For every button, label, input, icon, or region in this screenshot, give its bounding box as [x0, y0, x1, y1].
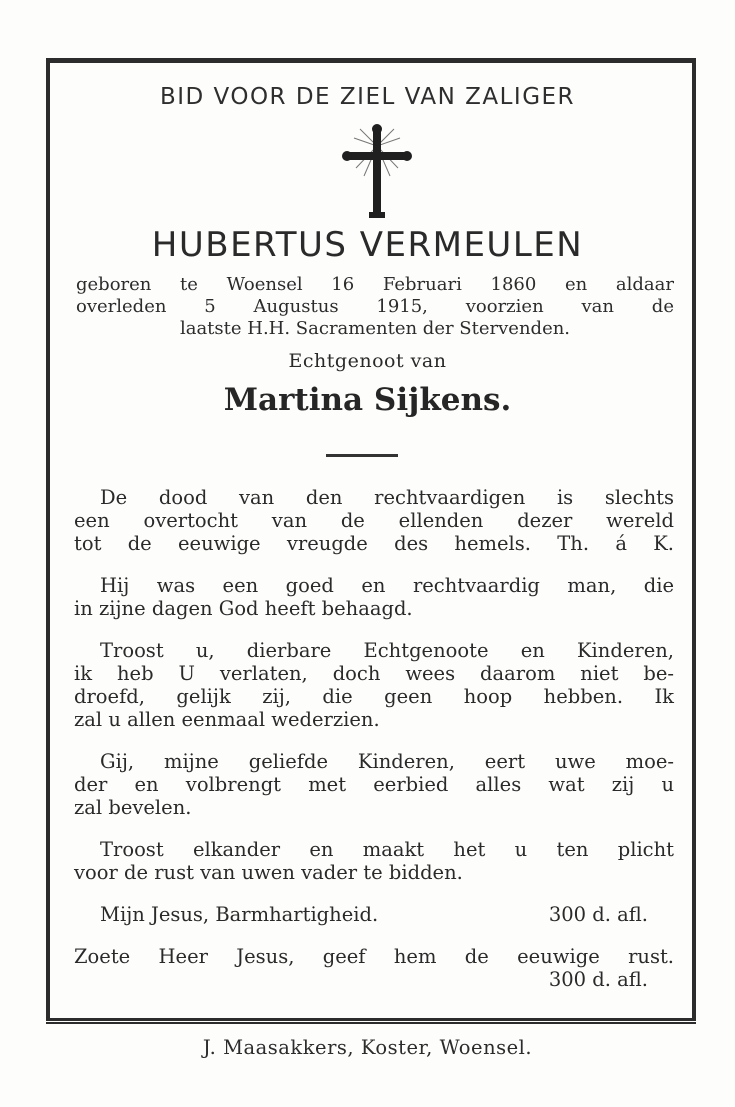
text-line: Hij was een goed en rechtvaardig man, die	[100, 574, 674, 597]
text-line: tot de eeuwige vreugde des hemels. Th. á K.	[74, 532, 674, 555]
text-line: in zijne dagen God heeft behaagd.	[74, 597, 413, 620]
body-text	[74, 486, 674, 1010]
text-line: der en volbrengt met eerbied alles wat zij u	[74, 773, 674, 796]
paragraph-5	[74, 838, 674, 884]
text-line: De dood van den rechtvaardigen is slechts	[100, 486, 674, 509]
paragraph-4	[74, 750, 674, 819]
prayer-text: Mijn Jesus, Barmhartigheid.	[100, 903, 379, 926]
sacraments-line: laatste H.H. Sacramenten der Stervenden.	[179, 318, 571, 339]
prayer-2	[74, 945, 674, 991]
paragraph-2	[74, 574, 674, 620]
prayer-text: Zoete Heer Jesus, geef hem de eeuwige rust.	[74, 945, 674, 968]
card-heading: BID VOOR DE ZIEL VAN ZALIGER	[159, 84, 576, 110]
divider-rule	[326, 454, 398, 457]
text-line: Troost elkander en maakt het u ten plicht	[100, 838, 674, 861]
deceased-name: HUBERTUS VERMEULEN	[151, 225, 584, 265]
spouse-intro: Echtgenoot van	[288, 350, 447, 372]
text-line: Gij, mijne geliefde Kinderen, eert uwe moe-	[100, 750, 674, 773]
birth-death-info	[76, 274, 674, 340]
text-line: een overtocht van de ellenden dezer wereld	[74, 509, 674, 532]
text-line: droefd, gelijk zij, die geen hoop hebben. Ik	[74, 685, 674, 708]
text-line: zal u allen eenmaal wederzien.	[74, 708, 380, 731]
paragraph-1	[74, 486, 674, 555]
birth-line: geboren te Woensel 16 Februari 1860 en aldaar	[76, 274, 674, 295]
bottom-rule	[46, 1018, 696, 1024]
death-line: overleden 5 Augustus 1915, voorzien van de	[76, 296, 674, 317]
text-line: Troost u, dierbare Echtgenoote en Kinderen,	[100, 639, 674, 662]
prayer-1	[74, 903, 674, 926]
indulgence-days: 300 d. afl.	[548, 968, 648, 991]
printer-footer: J. Maasakkers, Koster, Woensel.	[202, 1036, 533, 1059]
text-line: zal bevelen.	[74, 796, 192, 819]
paragraph-3	[74, 639, 674, 731]
cross-icon	[342, 124, 412, 224]
indulgence-days: 300 d. afl.	[548, 903, 648, 926]
text-line: ik heb U verlaten, doch wees daarom niet be-	[74, 662, 674, 685]
spouse-name: Martina Sijkens.	[223, 382, 512, 418]
text-line: voor de rust van uwen vader te bidden.	[74, 861, 463, 884]
